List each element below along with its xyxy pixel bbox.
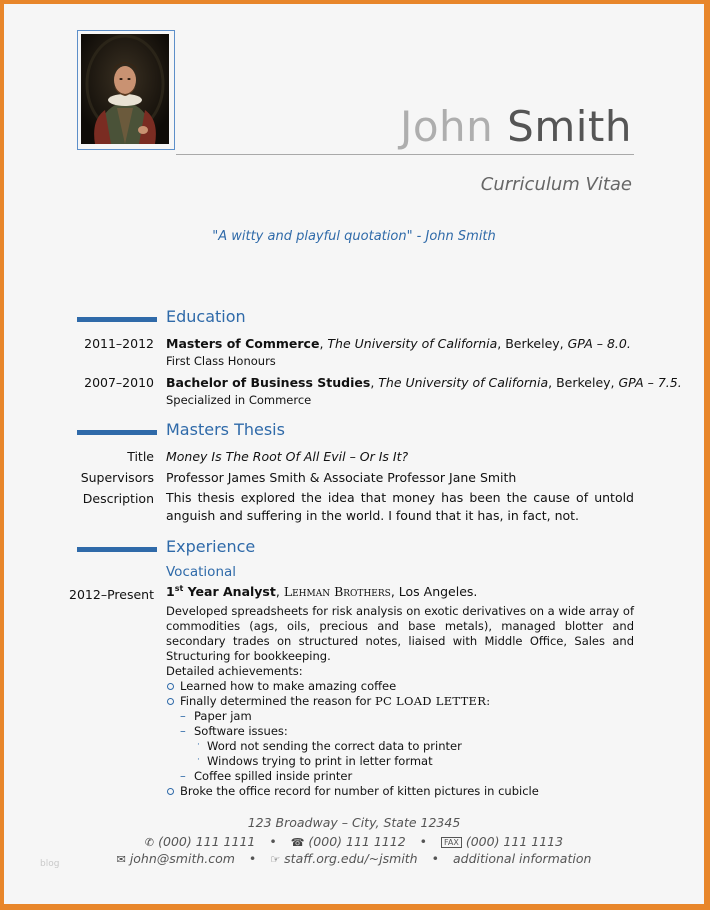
- achievement-2-text: Finally determined the reason for: [180, 694, 372, 708]
- portrait-photo-frame: [77, 30, 175, 150]
- additional-info: additional information: [452, 851, 592, 866]
- separator-dot: •: [419, 834, 428, 849]
- dot-icon: ·: [197, 740, 200, 750]
- city: Berkeley: [556, 375, 611, 390]
- achievement-1: Learned how to make amazing coffee: [180, 679, 397, 693]
- section-bar-education: [77, 317, 157, 322]
- subsection-vocational: Vocational: [166, 564, 237, 580]
- fax-number: (000) 111 1113: [465, 834, 564, 849]
- achievement-2: [180, 694, 490, 708]
- bullet-icon: [167, 788, 174, 795]
- thesis-title-text: Money Is The Root Of All Evil – Or Is It?: [166, 449, 409, 464]
- education-note-1: First Class Honours: [166, 354, 276, 368]
- achievement-2-sub-2-2: Windows trying to print in letter format: [207, 754, 433, 768]
- thesis-supervisors-label: Supervisors: [80, 470, 154, 485]
- separator-dot: •: [269, 834, 277, 849]
- footer-phones: [4, 834, 704, 849]
- location: Los Angeles.: [398, 584, 478, 600]
- thesis-title-value: [166, 449, 634, 464]
- thesis-supervisors-value: Professor James Smith & Associate Professor Jane Smith: [166, 470, 517, 485]
- homepage-link[interactable]: staff.org.edu/~jsmith: [284, 851, 418, 866]
- section-bar-thesis: [77, 430, 157, 435]
- document-subtitle: Curriculum Vitae: [480, 174, 632, 195]
- homepage-icon: ☞: [270, 853, 281, 866]
- company: Lehman Brothers: [283, 584, 391, 600]
- cv-page: [4, 4, 704, 904]
- achievement-2-sub-1: Paper jam: [194, 709, 252, 723]
- school: The University of California: [378, 375, 549, 390]
- email-link[interactable]: john@smith.com: [129, 851, 235, 866]
- section-title-thesis: Masters Thesis: [166, 420, 285, 439]
- quote: "A witty and playful quotation" - John Smith: [212, 229, 496, 244]
- last-name: Smith: [507, 102, 632, 151]
- full-name: [400, 102, 632, 151]
- phone-number: (000) 111 1112: [308, 834, 406, 849]
- achievement-2-sub-2: Software issues:: [194, 724, 288, 738]
- degree: Bachelor of Business Studies: [166, 375, 371, 390]
- experience-description: Developed spreadsheets for risk analysis on exotic derivatives on a wide array of commodities (ags, oils, precious and base metals), managed blotter and secondary trades on structured notes, liaised with Middle Office, Sales and Structuring for bookkeeping.: [166, 604, 634, 663]
- dash-icon: –: [180, 724, 186, 738]
- gpa: GPA – 8.0.: [567, 336, 631, 351]
- dash-icon: –: [180, 709, 186, 723]
- achievement-2-sub-2-1: Word not sending the correct data to printer: [207, 739, 462, 753]
- telephone-icon: ☎: [290, 836, 305, 849]
- education-years-1: 2011–2012: [84, 336, 154, 351]
- achievements-heading: Detailed achievements:: [166, 664, 303, 678]
- footer-address: 123 Broadway – City, State 12345: [247, 815, 461, 830]
- experience-position: 1st Year Analyst, Lehman Brothers, Los Angeles.: [166, 584, 478, 600]
- achievement-2-sub-3: Coffee spilled inside printer: [194, 769, 353, 783]
- achievement-3: Broke the office record for number of kitten pictures in cubicle: [180, 784, 539, 798]
- watermark: blog: [40, 859, 60, 869]
- thesis-title-label: Title: [127, 449, 154, 464]
- separator-dot: •: [431, 851, 439, 866]
- experience-years: 2012–Present: [69, 587, 154, 602]
- bullet-icon: [167, 698, 174, 705]
- section-title-experience: Experience: [166, 537, 256, 556]
- mobile-number: (000) 111 1111: [158, 834, 256, 849]
- pc-load-letter: PC LOAD LETTER:: [374, 694, 491, 708]
- position-ordinal: st: [174, 584, 184, 593]
- bullet-icon: [167, 683, 174, 690]
- portrait-photo: [81, 34, 169, 144]
- education-entry-1: Masters of Commerce, The University of California, Berkeley, GPA – 8.0.: [166, 336, 631, 351]
- city: Berkeley: [505, 336, 560, 351]
- position-number: 1: [166, 584, 175, 600]
- section-title-education: Education: [166, 307, 246, 326]
- school: The University of California: [327, 336, 498, 351]
- mobile-phone-icon: ✆: [144, 836, 155, 849]
- education-note-2: Specialized in Commerce: [166, 393, 312, 407]
- section-bar-experience: [77, 547, 157, 552]
- name-divider: [176, 154, 634, 155]
- email-icon: ✉: [116, 853, 126, 866]
- gpa: GPA – 7.5.: [618, 375, 682, 390]
- footer-web: [4, 851, 704, 866]
- education-entry-2: Bachelor of Business Studies, The University of California, Berkeley, GPA – 7.5.: [166, 375, 682, 390]
- first-name: John: [399, 102, 494, 151]
- dot-icon: ·: [197, 755, 200, 765]
- degree: Masters of Commerce: [166, 336, 320, 351]
- dash-icon: –: [180, 769, 186, 783]
- separator-dot: •: [248, 851, 257, 866]
- thesis-description-label: Description: [82, 491, 154, 506]
- thesis-description-value: This thesis explored the idea that money has been the cause of untold anguish and suffering in the world. I found that it has, in fact, not.: [166, 490, 634, 523]
- fax-icon: FAX: [441, 837, 462, 848]
- position-title: Year Analyst: [187, 584, 276, 600]
- education-years-2: 2007–2010: [84, 375, 154, 390]
